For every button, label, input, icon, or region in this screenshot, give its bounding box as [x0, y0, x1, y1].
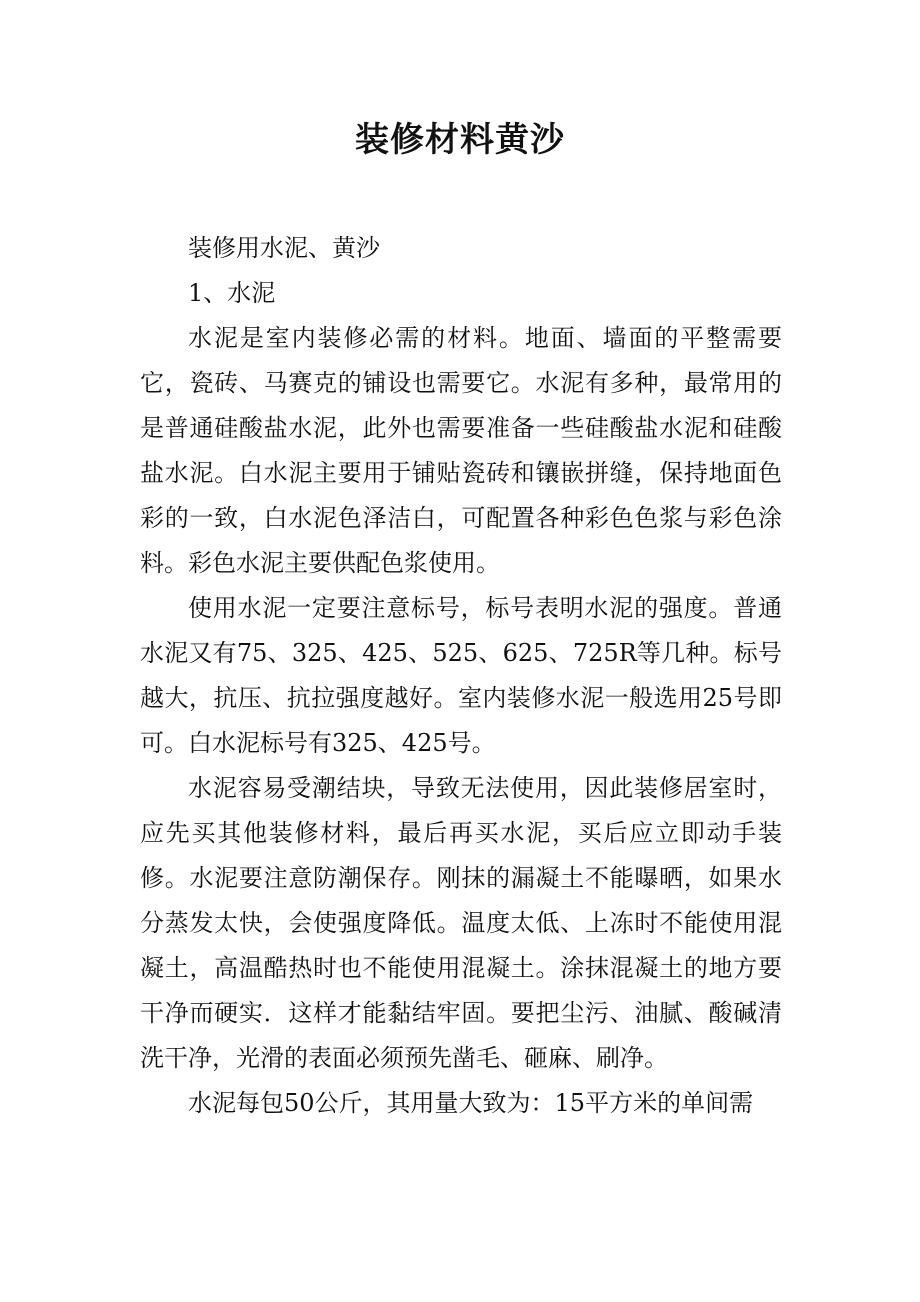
document-title: 装修材料黄沙 — [355, 120, 565, 160]
section-heading: 装修用水泥、黄沙 — [188, 234, 380, 262]
paragraph-cement-intro: 水泥是室内装修必需的材料。地面、墙面的平整需要它，瓷砖、马赛克的铺设也需要它。水泥有多种，最常用的是普通硅酸盐水泥，此外也需要准备一些硅酸盐水泥和硅酸盐水泥。白水泥主要用于铺贴瓷砖和镶嵌拼缝，保持地面色彩的一致，白水泥色泽洁白，可配置各种彩色色浆与彩色涂料。彩色水泥主要供配色浆使用。 — [140, 324, 782, 577]
paragraph-cement-storage: 水泥容易受潮结块，导致无法使用，因此装修居室时，应先买其他装修材料，最后再买水泥，买后应立即动手装修。水泥要注意防潮保存。刚抹的漏凝土不能曝晒，如果水分蒸发太快，会使强度降低。温度太低、上冻时不能使用混凝土，高温酷热时也不能使用混凝土。涂抹混凝土的地方要干净而硬实．这样才能黏结牢固。要把尘污、油腻、酸碱清洗干净，光滑的表面必须预先凿毛、砸麻、刷净。 — [140, 774, 782, 1072]
document-body — [140, 226, 782, 1126]
subsection-heading-cement: 1、水泥 — [188, 279, 276, 307]
paragraph-cement-grade: 使用水泥一定要注意标号，标号表明水泥的强度。普通水泥又有75、325、425、525、625、725R等几种。标号越大，抗压、抗拉强度越好。室内装修水泥一般选用25号即可。白水泥标号有325、425号。 — [140, 594, 782, 757]
paragraph-cement-usage: 水泥每包50公斤，其用量大致为：15平方米的单间需 — [188, 1089, 754, 1117]
